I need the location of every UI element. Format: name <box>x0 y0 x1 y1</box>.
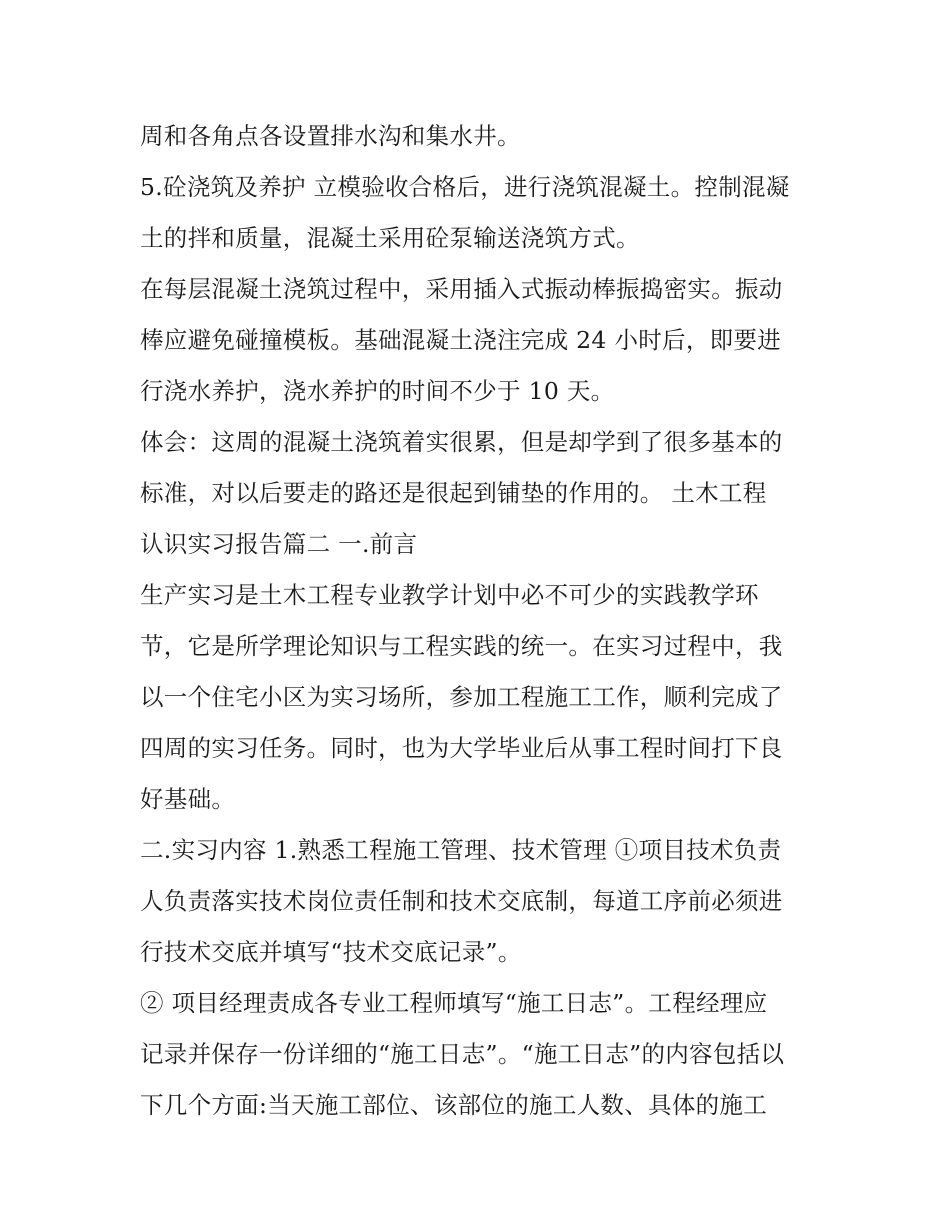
text-line: 二.实习内容 1.熟悉工程施工管理、技术管理 ①项目技术负责 <box>140 836 782 864</box>
text-line: 棒应避免碰撞模板。基础混凝土浇注完成 24 小时后，即要进 <box>140 326 782 354</box>
text-line: 记录并保存一份详细的“施工日志”。“施工日志”的内容包括以 <box>140 1040 785 1068</box>
text-line: 在每层混凝土浇筑过程中，采用插入式振动棒振捣密实。振动 <box>140 275 783 303</box>
text-line: 好基础。 <box>140 785 236 813</box>
text-line: 标准，对以后要走的路还是很起到铺垫的作用的。 土木工程 <box>140 479 767 507</box>
text-line: 以一个住宅小区为实习场所，参加工程施工工作，顺利完成了 <box>140 683 783 711</box>
text-line: 行技术交底并填写“技术交底记录”。 <box>140 938 522 966</box>
text-line: 生产实习是土木工程专业教学计划中必不可少的实践教学环 <box>140 581 759 609</box>
text-line: 行浇水养护，浇水养护的时间不少于 10 天。 <box>140 377 615 405</box>
text-line: 节，它是所学理论知识与工程实践的统一。在实习过程中，我 <box>140 632 783 660</box>
text-line: 下几个方面:当天施工部位、该部位的施工人数、具体的施工 <box>140 1091 768 1119</box>
text-line: 认识实习报告篇二 一.前言 <box>140 530 418 558</box>
document-body <box>140 111 820 1131</box>
text-line: 5.砼浇筑及养护 立模验收合格后，进行浇筑混凝土。控制混凝 <box>140 173 790 201</box>
text-line: 四周的实习任务。同时，也为大学毕业后从事工程时间打下良 <box>140 734 783 762</box>
text-line: ② 项目经理责成各专业工程师填写“施工日志”。工程经理应 <box>140 989 768 1017</box>
text-line: 体会：这周的混凝土浇筑着实很累，但是却学到了很多基本的 <box>140 428 783 456</box>
text-line: 人负责落实技术岗位责任制和技术交底制，每道工序前必须进 <box>140 887 783 915</box>
text-line: 土的拌和质量，混凝土采用砼泵输送浇筑方式。 <box>140 224 640 252</box>
text-line: 周和各角点各设置排水沟和集水井。 <box>140 122 521 150</box>
